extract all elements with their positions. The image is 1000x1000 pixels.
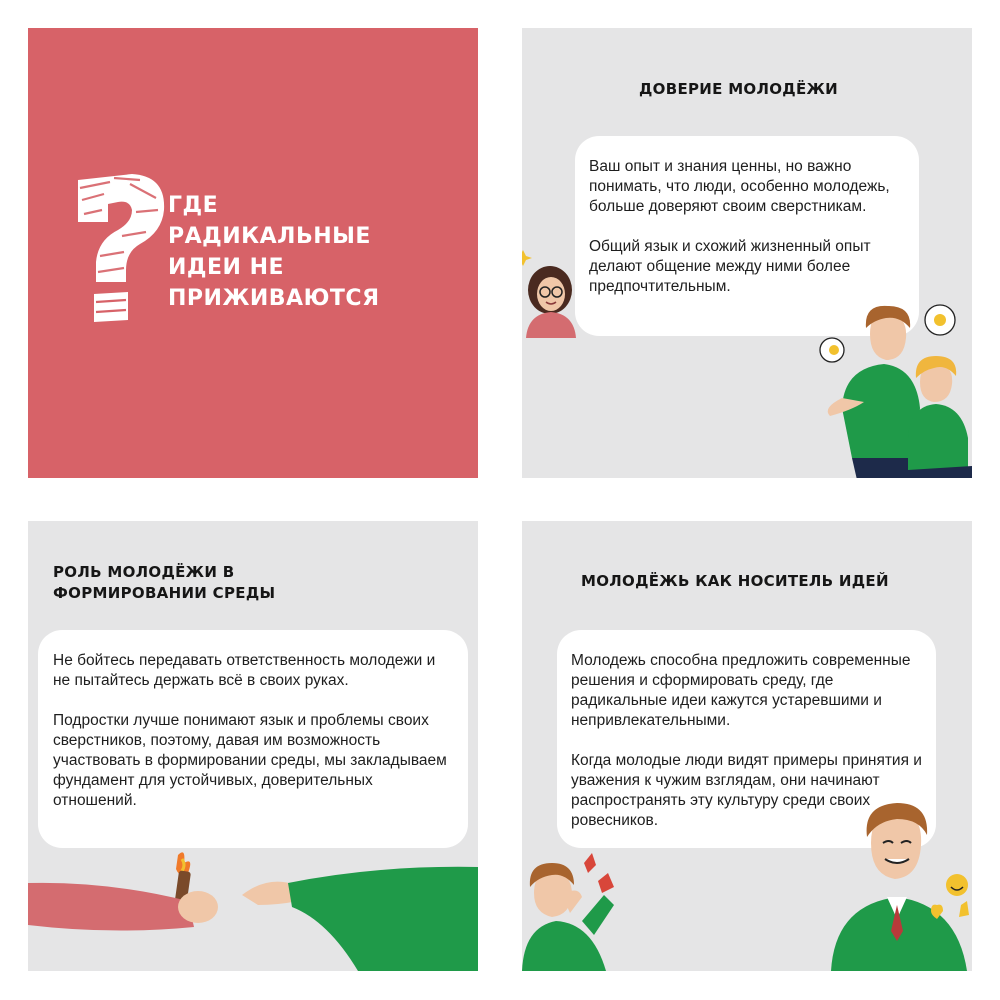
paragraph: Общий язык и схожий жизненный опыт делают общение между ними более предпочтительным. xyxy=(589,238,871,295)
panel-title-line: ФОРМИРОВАНИИ СРЕДЫ xyxy=(53,584,276,602)
text-bubble xyxy=(38,630,468,848)
cover-title-line: РАДИКАЛЬНЫЕ xyxy=(168,224,371,249)
receiving-hand-illustration xyxy=(238,861,478,971)
cover-title xyxy=(168,190,380,314)
question-mark-icon xyxy=(70,170,175,325)
smiley-emoji-icon xyxy=(946,874,968,896)
thumbs-up-icon xyxy=(959,901,969,917)
paragraph: Подростки лучше понимают язык и проблемы своих сверстников, поэтому, давая им возможность участвовать в формировании среды, мы закладываем фундамент для устойчивых, доверительных отношений. xyxy=(53,712,447,809)
thought-bubble-emoji-icon xyxy=(934,314,946,326)
paragraph: Когда молодые люди видят примеры принятия и уважения к чужим взглядам, они начинают распространять эту культуру среди своих ровесников. xyxy=(571,752,922,829)
happy-young-man-illustration xyxy=(827,801,972,971)
panel-title: ДОВЕРИЕ МОЛОДЁЖИ xyxy=(639,80,839,98)
panel-title-line: РОЛЬ МОЛОДЁЖИ В xyxy=(53,563,235,581)
cover-panel xyxy=(28,28,478,478)
woman-with-glasses-avatar xyxy=(522,248,586,338)
youth-ideas-panel xyxy=(522,521,972,971)
youth-trust-panel xyxy=(522,28,972,478)
youth-role-panel xyxy=(28,521,478,971)
cover-title-line: ИДЕИ НЕ xyxy=(168,255,285,280)
panel-title xyxy=(53,562,275,604)
paragraph: Ваш опыт и знания ценны, но важно понимать, что люди, особенно молодежь, больше доверяют своим сверстникам. xyxy=(589,158,890,215)
paragraph: Не бойтесь передавать ответственность молодежи и не пытайтесь держать всё в своих руках. xyxy=(53,652,436,689)
stressed-young-man-illustration xyxy=(522,851,627,971)
paragraph: Молодежь способна предложить современные решения и сформировать среду, где радикальные идеи кажутся устаревшими и непривлекательными. xyxy=(571,652,911,729)
panel-title: МОЛОДЁЖЬ КАК НОСИТЕЛЬ ИДЕЙ xyxy=(581,572,889,590)
cover-title-line: ГДЕ xyxy=(168,193,219,218)
hand-passing-torch-illustration xyxy=(28,849,238,971)
two-young-men-talking-illustration xyxy=(812,298,972,478)
cover-title-line: ПРИЖИВАЮТСЯ xyxy=(168,286,380,311)
